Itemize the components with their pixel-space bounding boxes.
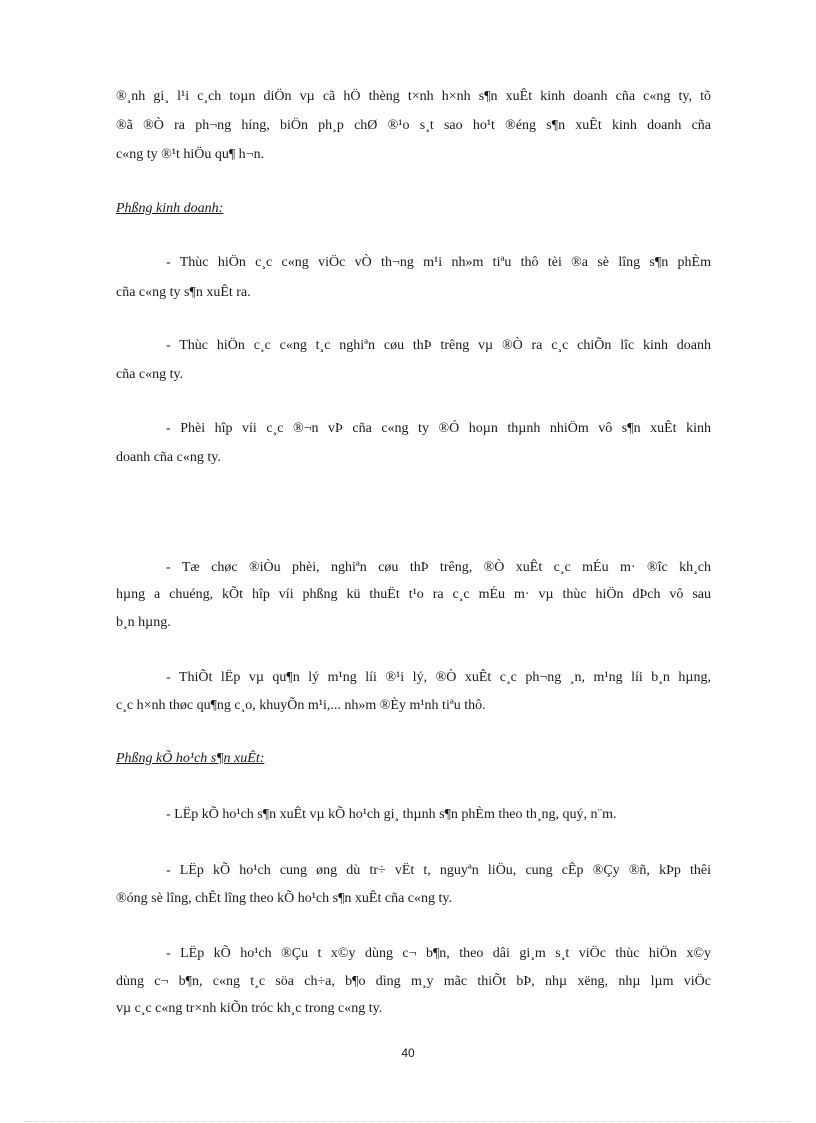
paragraph-line: dùng c¬ b¶n, c«ng t¸c söa ch÷a, b¶o dìng m¸y mãc thiÕt bÞ, nhµ xëng, nhµ lµm viÖc xyxy=(116,974,711,989)
paragraph-line: - LËp kÕ ho¹ch ®Çu t x©y dùng c¬ b¶n, theo dâi gi¸m s¸t viÖc thùc hiÖn x©y xyxy=(166,946,711,961)
paragraph-line: ®óng sè lîng, chÊt lîng theo kÕ ho¹ch s¶n xuÊt cña c«ng ty. xyxy=(116,891,452,906)
paragraph-line: - Tæ chøc ®iÒu phèi, nghiªn cøu thÞ trêng, ®Ò xuÊt c¸c mÉu m· ®îc kh¸ch xyxy=(166,560,711,575)
paragraph-line: c«ng ty ®¹t hiÖu qu¶ h¬n. xyxy=(116,147,265,162)
paragraph-line: - LËp kÕ ho¹ch s¶n xuÊt vµ kÕ ho¹ch gi¸ thµnh s¶n phÈm theo th¸ng, quý, n¨m. xyxy=(166,807,617,822)
paragraph-line: - LËp kÕ ho¹ch cung øng dù tr÷ vËt t, nguyªn liÖu, cung cÊp ®Çy ®ñ, kÞp thêi xyxy=(166,863,711,878)
page-bottom-divider xyxy=(24,1121,792,1122)
paragraph-line: - ThiÕt lËp vµ qu¶n lý m¹ng líi ®¹i lý, ®Ò xuÊt c¸c ph¬ng ¸n, m¹ng líi b¸n hµng, xyxy=(166,670,711,685)
section-heading: Phßng kÕ ho¹ch s¶n xuÊt: xyxy=(116,751,265,766)
page-number: 40 xyxy=(401,1046,415,1060)
paragraph-line: c¸c h×nh thøc qu¶ng c¸o, khuyÕn m¹i,... nh»m ®Èy m¹nh tiªu thô. xyxy=(116,698,486,713)
paragraph-line: - Thùc hiÖn c¸c c«ng t¸c nghiªn cøu thÞ trêng vµ ®Ò ra c¸c chiÕn lîc kinh doanh xyxy=(166,338,711,353)
paragraph-line: cña c«ng ty s¶n xuÊt ra. xyxy=(116,285,251,300)
paragraph-line: doanh cña c«ng ty. xyxy=(116,450,221,465)
paragraph-line: - Phèi hîp víi c¸c ®¬n vÞ cña c«ng ty ®Ó hoµn thµnh nhiÖm vô s¶n xuÊt kinh xyxy=(166,421,711,436)
paragraph-line: vµ c¸c c«ng tr×nh kiÕn tróc kh¸c trong c«ng ty. xyxy=(116,1001,383,1016)
paragraph-line: - Thùc hiÖn c¸c c«ng viÖc vÒ th¬ng m¹i nh»m tiªu thô tèi ®a sè lîng s¶n phÈm xyxy=(166,255,711,270)
section-heading: Phßng kinh doanh: xyxy=(116,201,224,216)
paragraph-line: ®¸nh gi¸ l¹i c¸ch toµn diÖn vµ cã hÖ thèng t×nh h×nh s¶n xuÊt kinh doanh cña c«ng ty, tõ xyxy=(116,89,711,104)
paragraph-line: hµng a chuéng, kÕt hîp víi phßng kü thuËt t¹o ra c¸c mÉu m· vµ thùc hiÖn dÞch vô sau xyxy=(116,587,711,602)
paragraph-line: cña c«ng ty. xyxy=(116,367,184,382)
paragraph-line: b¸n hµng. xyxy=(116,615,171,630)
paragraph-line: ®ã ®Ò ra ph¬ng híng, biÖn ph¸p chØ ®¹o s¸t sao ho¹t ®éng s¶n xuÊt kinh doanh cña xyxy=(116,118,711,133)
